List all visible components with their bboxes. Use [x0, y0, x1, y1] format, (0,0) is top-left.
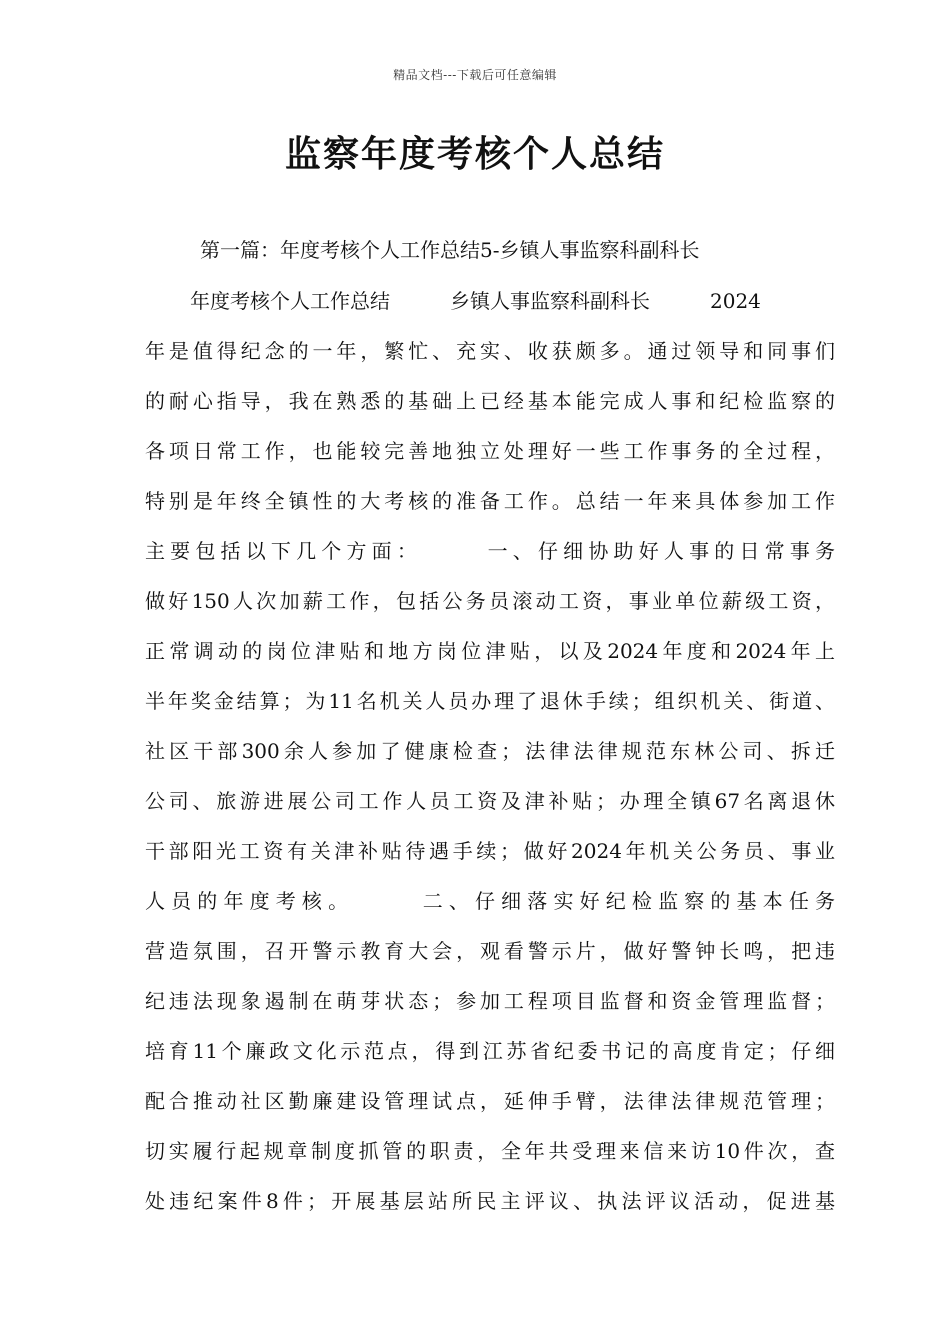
body-line: 人员的年度考核。 二、仔细落实好纪检监察的基本任务	[145, 889, 835, 913]
section-heading: 第一篇：年度考核个人工作总结5-乡镇人事监察科副科长	[200, 238, 700, 262]
body-line: 培育11个廉政文化示范点，得到江苏省纪委书记的高度肯定；仔细	[145, 1039, 835, 1063]
page-header-note: 精品文档---下载后可任意编辑	[393, 68, 557, 82]
body-line: 公司、旅游进展公司工作人员工资及津补贴；办理全镇67名离退休	[145, 789, 835, 813]
body-line: 半年奖金结算；为11名机关人员办理了退休手续；组织机关、街道、	[145, 689, 835, 713]
body-line: 营造氛围，召开警示教育大会，观看警示片，做好警钟长鸣，把违	[145, 939, 835, 963]
body-line: 做好150人次加薪工作，包括公务员滚动工资，事业单位薪级工资，	[145, 589, 835, 613]
body-line: 处违纪案件8件；开展基层站所民主评议、执法评议活动，促进基	[145, 1189, 835, 1213]
body-line: 纪违法现象遏制在萌芽状态；参加工程项目监督和资金管理监督；	[145, 989, 835, 1013]
body-line: 特别是年终全镇性的大考核的准备工作。总结一年来具体参加工作	[145, 489, 835, 513]
body-line: 正常调动的岗位津贴和地方岗位津贴，以及2024年度和2024年上	[145, 639, 835, 663]
body-line: 主要包括以下几个方面： 一、仔细协助好人事的日常事务	[145, 539, 835, 563]
body-line: 的耐心指导，我在熟悉的基础上已经基本能完成人事和纪检监察的	[145, 389, 835, 413]
body-line: 配合推动社区勤廉建设管理试点，延伸手臂，法律法律规范管理；	[145, 1089, 835, 1113]
body-text	[145, 281, 835, 1231]
document-title: 监察年度考核个人总结	[284, 134, 665, 175]
body-line: 切实履行起规章制度抓管的职责，全年共受理来信来访10件次，查	[145, 1139, 835, 1163]
body-line: 年是值得纪念的一年，繁忙、充实、收获颇多。通过领导和同事们	[145, 339, 835, 363]
body-line: 各项日常工作，也能较完善地独立处理好一些工作事务的全过程，	[145, 439, 835, 463]
body-line: 年度考核个人工作总结 乡镇人事监察科副科长 2024	[190, 289, 761, 313]
body-line: 干部阳光工资有关津补贴待遇手续；做好2024年机关公务员、事业	[145, 839, 835, 863]
body-line: 社区干部300余人参加了健康检查；法律法律规范东林公司、拆迁	[145, 739, 835, 763]
